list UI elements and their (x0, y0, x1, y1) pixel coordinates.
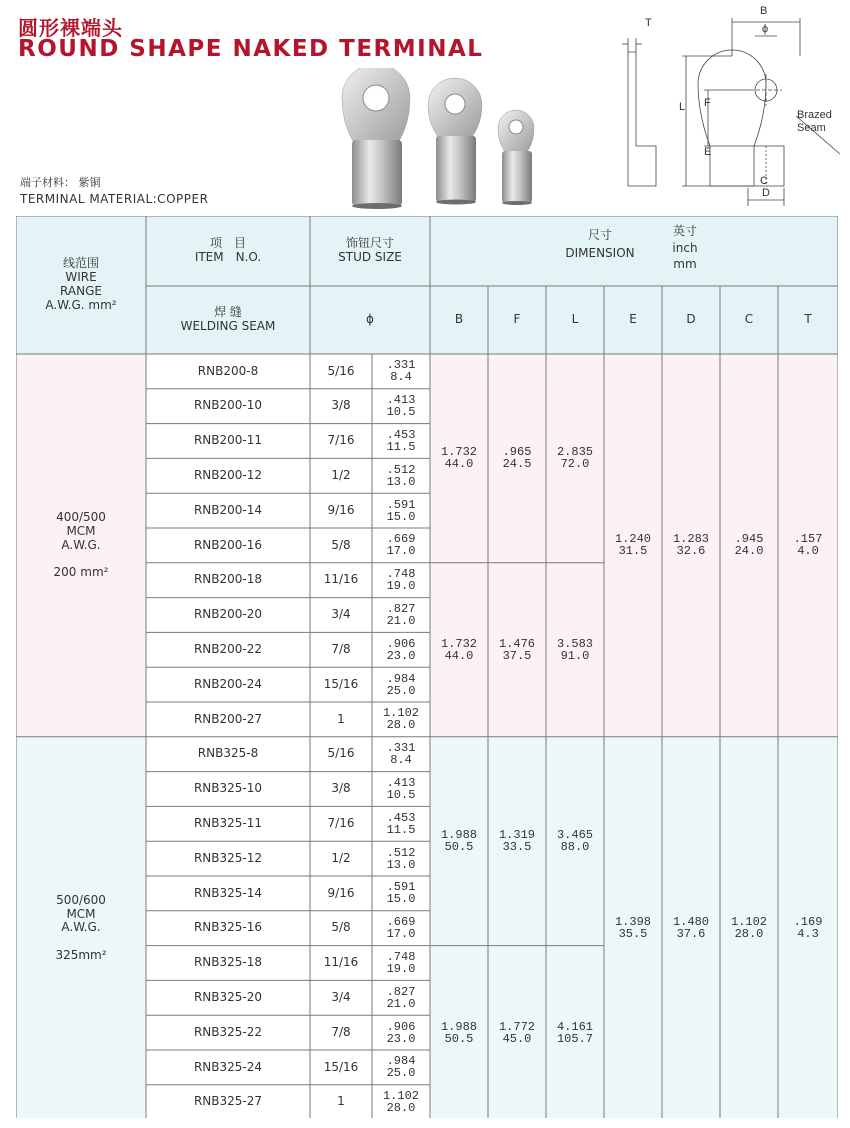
material-label: TERMINAL MATERIAL:COPPER (20, 192, 209, 206)
item-number-cell: RNB325-24 (193, 1059, 263, 1074)
page-title: ROUND SHAPE NAKED TERMINAL (18, 36, 484, 62)
item-number-cell: RNB200-27 (193, 711, 263, 726)
stud-diameter-cell: .453 11.5 (386, 427, 416, 454)
stud-size-cell: 15/16 (323, 676, 359, 691)
item-number-cell: RNB325-8 (197, 746, 259, 761)
specification-table (16, 216, 838, 1118)
wire-range-cell: 500/600 MCM A.W.G. 325mm² (55, 892, 107, 962)
stud-size-cell: 3/4 (331, 989, 351, 1004)
item-number-cell: RNB325-20 (193, 989, 263, 1004)
header-unit-inch: inch (672, 241, 698, 256)
item-number-cell: RNB200-18 (193, 572, 263, 587)
item-number-cell: RNB325-27 (193, 1094, 263, 1109)
stud-size-cell: 11/16 (323, 955, 359, 970)
label-f: F (704, 97, 711, 109)
item-number-cell: RNB325-14 (193, 885, 263, 900)
stud-size-cell: 7/16 (327, 433, 355, 448)
item-number-cell: RNB200-11 (193, 433, 263, 448)
label-d: D (762, 187, 770, 199)
terminal-dimension-drawing (600, 0, 850, 215)
item-number-cell: RNB200-12 (193, 467, 263, 482)
header-phi: ϕ (366, 312, 374, 327)
header-col-b: B (454, 312, 464, 327)
stud-size-cell: 9/16 (327, 885, 355, 900)
header-col-d: D (686, 312, 696, 327)
stud-diameter-cell: .331 8.4 (386, 741, 416, 768)
stud-size-cell: 5/8 (331, 537, 351, 552)
dimension-b-cell: 1.988 50.5 (440, 1019, 477, 1046)
stud-size-cell: 11/16 (323, 572, 359, 587)
stud-size-cell: 5/8 (331, 920, 351, 935)
stud-diameter-cell: .512 13.0 (386, 462, 416, 489)
stud-diameter-cell: .827 21.0 (386, 601, 416, 628)
header-col-l: L (571, 312, 579, 327)
stud-size-cell: 3/4 (331, 607, 351, 622)
header-dimension-cn: 尺寸 (587, 228, 612, 243)
item-number-cell: RNB325-18 (193, 955, 263, 970)
stud-size-cell: 9/16 (327, 502, 355, 517)
item-number-cell: RNB325-12 (193, 850, 263, 865)
item-number-cell: RNB200-20 (193, 607, 263, 622)
terminal-product-photo (330, 68, 580, 213)
item-number-cell: RNB200-10 (193, 398, 263, 413)
dimension-f-cell: 1.319 33.5 (498, 828, 535, 855)
stud-diameter-cell: .906 23.0 (386, 1019, 416, 1046)
dimension-f-cell: .965 24.5 (502, 445, 532, 472)
stud-diameter-cell: .748 19.0 (386, 949, 416, 976)
stud-diameter-cell: .591 15.0 (386, 497, 416, 524)
dimension-t-cell: .157 4.0 (793, 532, 823, 559)
stud-size-cell: 1 (337, 711, 345, 726)
dimension-f-cell: 1.476 37.5 (498, 636, 535, 663)
header-col-t: T (804, 312, 812, 327)
item-number-cell: RNB200-22 (193, 641, 263, 656)
dimension-d-cell: 1.480 37.6 (672, 915, 709, 942)
item-number-cell: RNB200-14 (193, 502, 263, 517)
stud-diameter-cell: .512 13.0 (386, 845, 416, 872)
dimension-b-cell: 1.988 50.5 (440, 828, 477, 855)
stud-size-cell: 1 (337, 1094, 345, 1109)
stud-diameter-cell: .453 11.5 (386, 810, 416, 837)
dimension-d-cell: 1.283 32.6 (672, 532, 709, 559)
stud-size-cell: 5/16 (327, 363, 355, 378)
wire-range-cell: 400/500 MCM A.W.G. 200 mm² (53, 509, 109, 580)
dimension-f-cell: 1.772 45.0 (498, 1019, 535, 1046)
header-col-c: C (744, 312, 754, 327)
stud-size-cell: 5/16 (327, 746, 355, 761)
dimension-t-cell: .169 4.3 (793, 915, 823, 942)
stud-diameter-cell: .984 25.0 (386, 1054, 416, 1081)
dimension-l-cell: 2.835 72.0 (556, 445, 593, 472)
stud-diameter-cell: .906 23.0 (386, 636, 416, 663)
header-col-f: F (513, 312, 521, 327)
stud-size-cell: 7/16 (327, 815, 355, 830)
dimension-b-cell: 1.732 44.0 (440, 636, 477, 663)
label-brazed: Brazed (797, 109, 832, 121)
stud-diameter-cell: .827 21.0 (386, 984, 416, 1011)
material-label-chinese: 端子材料： 紫铜 (20, 176, 101, 189)
dimension-l-cell: 4.161 105.7 (556, 1019, 593, 1046)
dimension-c-cell: .945 24.0 (734, 532, 764, 559)
stud-diameter-cell: .413 10.5 (386, 393, 416, 420)
header-unit-mm: mm (673, 257, 697, 272)
item-number-cell: RNB200-16 (193, 537, 263, 552)
label-l: L (679, 101, 686, 113)
label-c: C (760, 175, 768, 187)
stud-size-cell: 7/8 (331, 1024, 351, 1039)
item-number-cell: RNB325-22 (193, 1024, 263, 1039)
stud-size-cell: 15/16 (323, 1059, 359, 1074)
item-number-cell: RNB325-16 (193, 920, 263, 935)
dimension-l-cell: 3.465 88.0 (556, 828, 593, 855)
stud-size-cell: 1/2 (331, 467, 351, 482)
stud-size-cell: 3/8 (331, 781, 351, 796)
dimension-b-cell: 1.732 44.0 (440, 445, 477, 472)
header-wire-range: 线范围 WIRE RANGE A.W.G. mm² (45, 256, 117, 312)
dimension-c-cell: 1.102 28.0 (730, 915, 767, 942)
header-unit-cn: 英寸 (672, 224, 697, 239)
stud-diameter-cell: .331 8.4 (386, 358, 416, 385)
stud-diameter-cell: .984 25.0 (386, 671, 416, 698)
stud-diameter-cell: 1.102 28.0 (382, 1089, 419, 1116)
label-phi: ϕ (762, 23, 769, 35)
stud-diameter-cell: .748 19.0 (386, 567, 416, 594)
stud-diameter-cell: 1.102 28.0 (382, 706, 419, 733)
header-stud-size: 饰钮尺寸 STUD SIZE (338, 236, 402, 264)
stud-diameter-cell: .591 15.0 (386, 880, 416, 907)
label-seam: Seam (797, 122, 826, 134)
stud-size-cell: 7/8 (331, 641, 351, 656)
page-title-chinese: 圆形裸端头 (18, 16, 123, 40)
header-item-no: 项 目 ITEM N.O. (194, 236, 262, 264)
header-col-e: E (629, 312, 637, 327)
label-e: E (704, 146, 712, 158)
stud-size-cell: 1/2 (331, 850, 351, 865)
header-dimension-en: DIMENSION (565, 246, 635, 261)
item-number-cell: RNB325-10 (193, 781, 263, 796)
header-welding-seam: 焊 缝 WELDING SEAM (180, 305, 276, 333)
dimension-l-cell: 3.583 91.0 (556, 636, 593, 663)
stud-diameter-cell: .669 17.0 (386, 532, 416, 559)
label-b: B (760, 5, 768, 17)
label-t: T (645, 17, 652, 29)
stud-size-cell: 3/8 (331, 398, 351, 413)
stud-diameter-cell: .413 10.5 (386, 775, 416, 802)
item-number-cell: RNB325-11 (193, 815, 263, 830)
item-number-cell: RNB200-8 (197, 363, 259, 378)
dimension-e-cell: 1.398 35.5 (614, 915, 651, 942)
stud-diameter-cell: .669 17.0 (386, 915, 416, 942)
item-number-cell: RNB200-24 (193, 676, 263, 691)
dimension-e-cell: 1.240 31.5 (614, 532, 651, 559)
